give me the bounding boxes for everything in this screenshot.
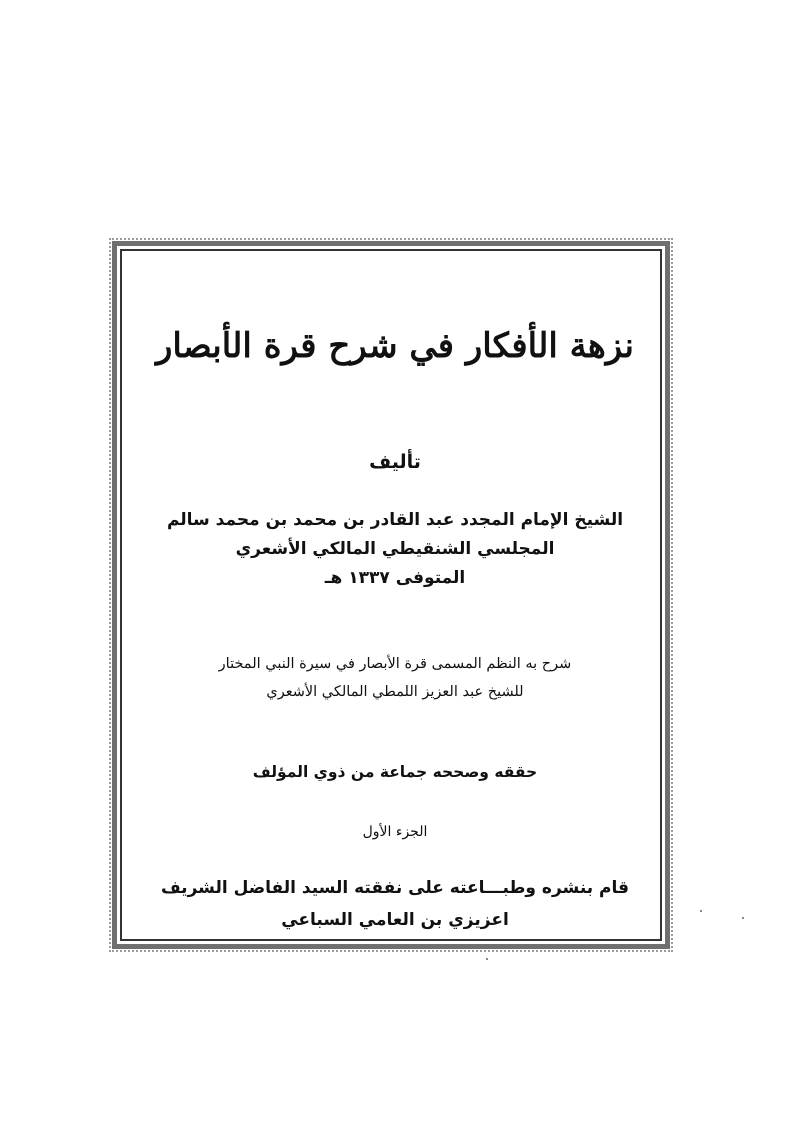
publisher-line: قام بنشره وطبـــاعته على نفقته السيد الفاضل الشريف [160, 878, 630, 898]
description-line: للشيخ عبد العزيز اللمطي المالكي الأشعري [266, 684, 524, 700]
author-lineage-line: المجلسي الشنقيطي المالكي الأشعري [235, 539, 555, 559]
author-name-line: الشيخ الإمام المجدد عبد القادر بن محمد بن محمد سالم [166, 510, 624, 530]
scan-speck [486, 958, 488, 960]
author-death-year: المتوفى ١٣٣٧ هـ [324, 568, 466, 588]
authorship-label: تأليف [369, 451, 421, 473]
volume-label: الجزء الأول [362, 824, 428, 840]
verification-note: حققه وصححه جماعة من ذوي المؤلف [252, 763, 538, 781]
scan-speck [742, 917, 744, 919]
book-title: نزهة الأفكار في شرح قرة الأبصار [155, 326, 635, 366]
publisher-name: اعزيزي بن العامي السباعي [281, 910, 509, 930]
scan-speck [700, 910, 702, 912]
description-line: شرح به النظم المسمى قرة الأبصار في سيرة النبي المختار [218, 656, 572, 672]
